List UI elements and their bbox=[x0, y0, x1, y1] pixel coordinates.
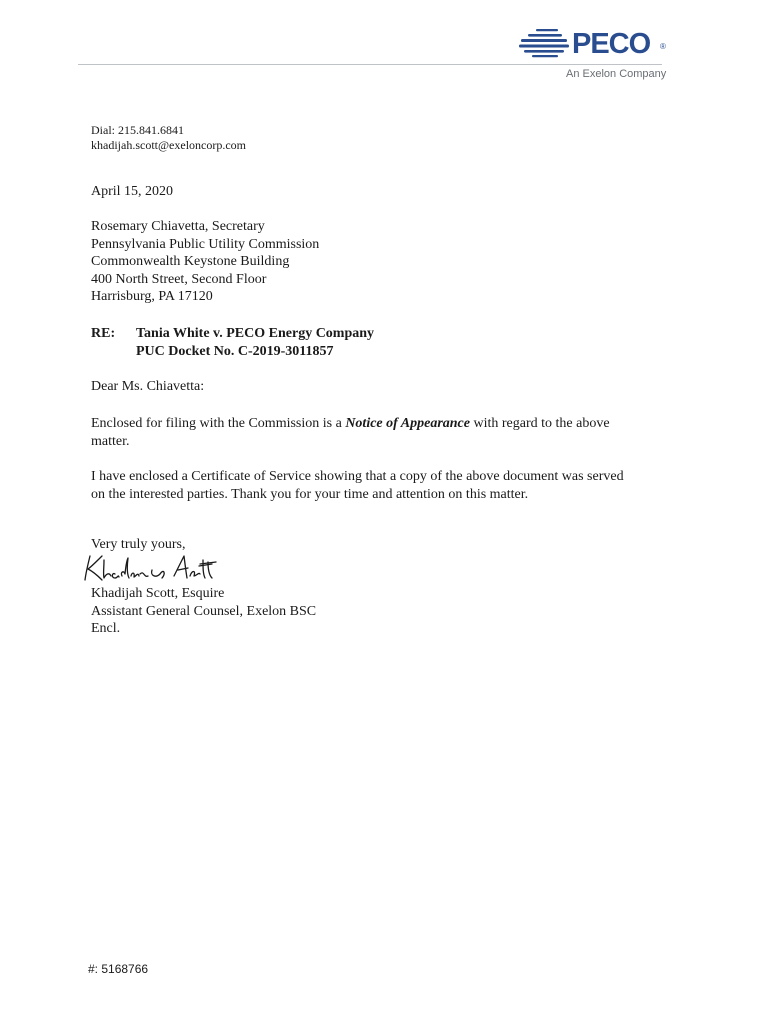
contact-block bbox=[91, 123, 246, 153]
recipient-line: 400 North Street, Second Floor bbox=[91, 271, 267, 287]
signature-block bbox=[91, 585, 316, 638]
letter-date: April 15, 2020 bbox=[91, 184, 174, 199]
header-rule bbox=[78, 64, 662, 65]
re-subject bbox=[136, 325, 374, 361]
re-case-title: Tania White v. PECO Energy Company bbox=[136, 326, 375, 341]
recipient-line: Pennsylvania Public Utility Commission bbox=[91, 236, 320, 252]
body-line bbox=[91, 415, 610, 433]
contact-email: khadijah.scott@exeloncorp.com bbox=[91, 138, 247, 152]
company-tagline: An Exelon Company bbox=[566, 68, 667, 80]
recipient-line: Rosemary Chiavetta, Secretary bbox=[91, 219, 265, 234]
registered-mark: ® bbox=[660, 42, 666, 51]
re-docket-number: PUC Docket No. C-2019-3011857 bbox=[136, 344, 334, 359]
body-line: on the interested parties. Thank you for your time and attention on this matter. bbox=[91, 486, 529, 502]
body-text: with regard to the above bbox=[470, 416, 610, 431]
logo-wordmark: PECO bbox=[572, 28, 651, 60]
handwritten-signature bbox=[82, 550, 222, 586]
enclosure-note: Encl. bbox=[91, 621, 121, 636]
signer-title: Assistant General Counsel, Exelon BSC bbox=[91, 603, 317, 619]
signer-name: Khadijah Scott, Esquire bbox=[91, 586, 225, 601]
re-label: RE: bbox=[91, 326, 116, 341]
peco-stripes-icon bbox=[518, 26, 574, 62]
body-paragraph-2 bbox=[91, 468, 624, 503]
recipient-line: Commonwealth Keystone Building bbox=[91, 254, 290, 269]
body-paragraph-1 bbox=[91, 415, 610, 450]
peco-logo bbox=[518, 26, 668, 66]
body-line: matter. bbox=[91, 433, 130, 449]
document-number: #: 5168766 bbox=[88, 962, 149, 976]
body-text: Enclosed for filing with the Commission is a bbox=[91, 416, 346, 431]
contact-dial: Dial: 215.841.6841 bbox=[91, 123, 184, 137]
salutation: Dear Ms. Chiavetta: bbox=[91, 379, 205, 394]
body-line: I have enclosed a Certificate of Service showing that a copy of the above document was served bbox=[91, 469, 624, 484]
recipient-line: Harrisburg, PA 17120 bbox=[91, 289, 213, 304]
recipient-address bbox=[91, 218, 319, 306]
notice-of-appearance-emphasis: Notice of Appearance bbox=[345, 416, 470, 431]
valediction: Very truly yours, bbox=[91, 537, 186, 552]
